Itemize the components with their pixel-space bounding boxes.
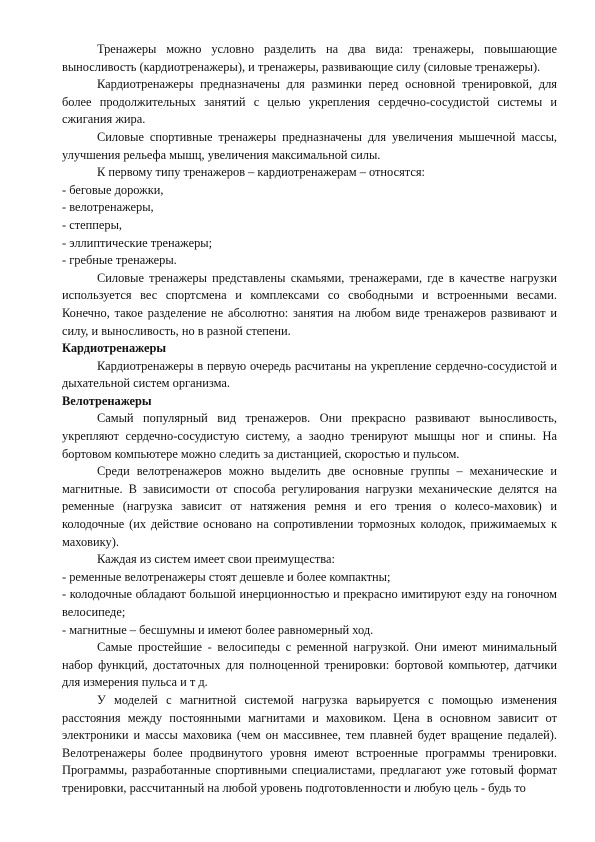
list-item: - магнитные – бесшумны и имеют более равномерный ход. — [62, 622, 374, 637]
paragraph: Кардиотренажеры в первую очередь расчитаны на укрепление сердечно-сосудистой и дыхательной систем организма. — [62, 358, 557, 391]
paragraph: Кардиотренажеры предназначены для разминки перед основной тренировкой, для более продолжительных занятий с целью укрепления сердечно-сосудистой системы и сжигания жира. — [62, 77, 557, 127]
paragraph: Среди велотренажеров можно выделить две основные группы – механические и магнитные. В зависимости от способа регулирования нагрузки механические делятся на ременные (нагрузка зависит от натяжения ремня и его трения о колесо-маховик) и колодочные (их действие основано на сопротивлении тормозных колодок, прижимаемых к маховику). — [62, 464, 557, 549]
list-item: - велотренажеры, — [62, 200, 154, 215]
paragraph: Силовые тренажеры представлены скамьями, тренажерами, где в качестве нагрузки используется вес спортсмена и комплексами со свободными и встроенными весами. Конечно, такое разделение не абсолютно: занятия на любом виде тренажеров развивают и силу, и выносливость, но в разной степени. — [62, 270, 557, 338]
list-item: - гребные тренажеры. — [62, 253, 177, 268]
paragraph: Самые простейшие - велосипеды с ременной нагрузкой. Они имеют минимальный набор функций, достаточных для полноценной тренировки: бортовой компьютер, датчики для измерения пульса и т д. — [62, 640, 557, 690]
paragraph: Тренажеры можно условно разделить на два вида: тренажеры, повышающие выносливость (кардиотренажеры), и тренажеры, развивающие силу (силовые тренажеры). — [62, 42, 557, 74]
list-item: - степперы, — [62, 217, 123, 232]
paragraph: Силовые спортивные тренажеры предназначены для увеличения мышечной массы, улучшения рельефа мышц, увеличения максимальной силы. — [62, 129, 557, 162]
paragraph: Самый популярный вид тренажеров. Они прекрасно развивают выносливость, укрепляют сердечно-сосудистую систему, а заодно тренируют мышцы ног и спины. На бортовом компьютере можно следить за дистанцией, скоростью и пульсом. — [62, 411, 557, 461]
document-page — [62, 41, 557, 798]
paragraph: У моделей с магнитной системой нагрузка варьируется с помощью изменения расстояния между постоянными магнитами и маховиком. Цена в основном зависит от электроники и массы маховика (чем он массивнее, тем плавней будет вращение педалей). Велотренажеры более продвинутого уровня имеют встроенные программы тренировки. Программы, разработанные спортивными специалистами, предлагают уже готовый формат тренировки, рассчитанный на любой уровень подготовленности и любую цель - будь то — [62, 692, 557, 795]
list-item: - беговые дорожки, — [62, 182, 164, 197]
list-item: - ременные велотренажеры стоят дешевле и более компактны; — [62, 569, 391, 584]
section-heading: Велотренажеры — [62, 393, 152, 408]
section-heading: Кардиотренажеры — [62, 341, 167, 356]
list-item: - эллиптические тренажеры; — [62, 235, 213, 250]
paragraph: Каждая из систем имеет свои преимущества: — [97, 552, 335, 567]
list-item: - колодочные обладают большой инерционностью и прекрасно имитируют езду на гоночном велосипеде; — [62, 587, 557, 619]
paragraph: К первому типу тренажеров – кардиотренажерам – относятся: — [97, 165, 425, 180]
